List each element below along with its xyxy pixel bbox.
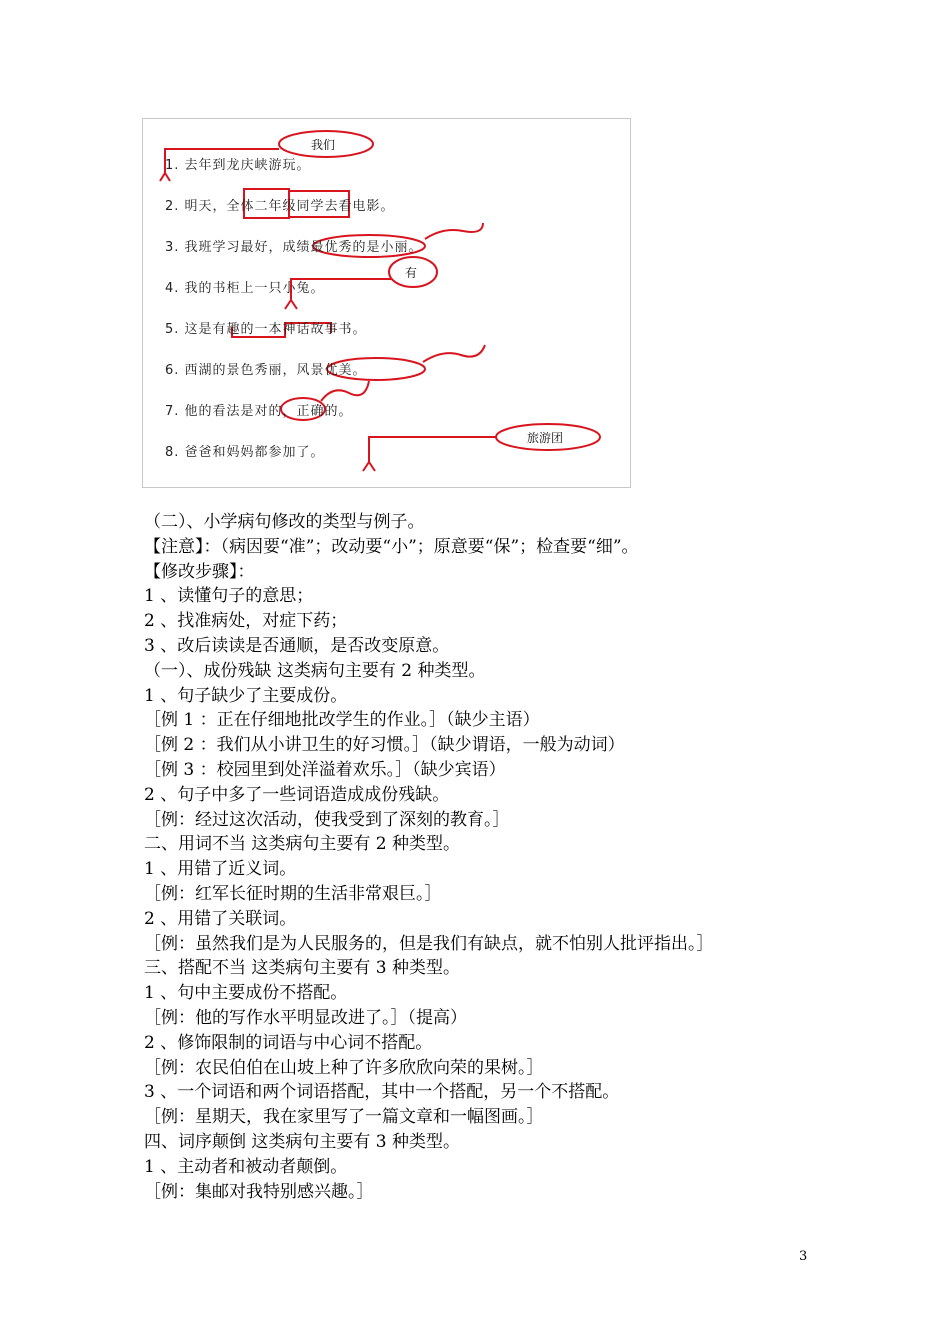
category-heading: 四、词序颠倒 这类病句主要有 3 种类型。	[144, 1131, 461, 1152]
subtype-line: 2 、用错了关联词。	[144, 908, 297, 929]
example-sentence-6: 6. 西湖的景色秀丽，风景优美。	[165, 363, 367, 378]
example-line: ［例：红军长征时期的生活非常艰巨。］	[144, 883, 442, 904]
section-heading: （二）、小学病句修改的类型与例子。	[144, 512, 425, 532]
step-line: 2 、找准病处，对症下药；	[144, 611, 348, 632]
subtype-line: 1 、用错了近义词。	[144, 859, 297, 880]
example-sentence-5: 5. 这是有趣的一本神话故事书。	[165, 322, 367, 337]
example-line: ［例：集邮对我特别感兴趣。］	[144, 1181, 374, 1202]
category-heading: （一）、成份残缺 这类病句主要有 2 种类型。	[144, 660, 486, 681]
document-body	[144, 510, 824, 1204]
subtype-line: 2 、句子中多了一些词语造成成份残缺。	[144, 784, 450, 805]
example-line: ［例 3 ：校园里到处洋溢着欢乐。］（缺少宾语）	[144, 759, 506, 780]
example-line: ［例：虽然我们是为人民服务的，但是我们有缺点，就不怕别人批评指出。］	[144, 933, 714, 954]
subtype-line: 1 、句中主要成份不搭配。	[144, 983, 348, 1004]
step-line: 3 、改后读读是否通顺，是否改变原意。	[144, 635, 450, 656]
category-heading: 三、搭配不当 这类病句主要有 3 种类型。	[144, 958, 461, 979]
insert-word-you: 有	[405, 266, 418, 280]
example-sentence-1: 1. 去年到龙庆峡游玩。	[165, 158, 311, 173]
example-line: ［例 1 ：正在仔细地批改学生的作业。］（缺少主语）	[144, 710, 540, 731]
steps-heading: 【修改步骤】：	[144, 561, 255, 582]
example-sentence-2: 2. 明天，全体二年级同学去看电影。	[165, 199, 395, 214]
subtype-line: 3 、一个词语和两个词语搭配，其中一个搭配，另一个不搭配。	[144, 1082, 620, 1103]
example-line: ［例：星期天，我在家里写了一篇文章和一幅图画。］	[144, 1107, 544, 1128]
example-sentence-7: 7. 他的看法是对的，正确的。	[165, 404, 353, 419]
correction-marks-figure	[142, 118, 631, 488]
subtype-line: 2 、修饰限制的词语与中心词不搭配。	[144, 1032, 433, 1053]
example-sentence-3: 3. 我班学习最好，成绩最优秀的是小丽。	[165, 240, 423, 255]
page-number: 3	[799, 1249, 808, 1264]
insert-word-women: 我们	[311, 138, 336, 152]
category-heading: 二、用词不当 这类病句主要有 2 种类型。	[144, 834, 461, 855]
note-line: 【注意】：（病因要“准”；改动要“小”；原意要“保”；检查要“细”。	[144, 536, 639, 557]
example-sentence-4: 4. 我的书柜上一只小兔。	[165, 281, 325, 296]
subtype-line: 1 、主动者和被动者颠倒。	[144, 1156, 348, 1177]
example-line: ［例：经过这次活动，使我受到了深刻的教育。］	[144, 809, 510, 830]
subtype-line: 1 、句子缺少了主要成份。	[144, 685, 348, 706]
step-line: 1 、读懂句子的意思；	[144, 586, 314, 607]
insert-word-lvyoutuan: 旅游团	[527, 431, 564, 445]
example-line: ［例：农民伯伯在山坡上种了许多欣欣向荣的果树。］	[144, 1057, 544, 1078]
example-line: ［例：他的写作水平明显改进了。］（提高）	[144, 1007, 467, 1028]
example-line: ［例 2 ：我们从小讲卫生的好习惯。］（缺少谓语，一般为动词）	[144, 735, 625, 756]
example-sentence-8: 8. 爸爸和妈妈都参加了。	[165, 445, 325, 460]
